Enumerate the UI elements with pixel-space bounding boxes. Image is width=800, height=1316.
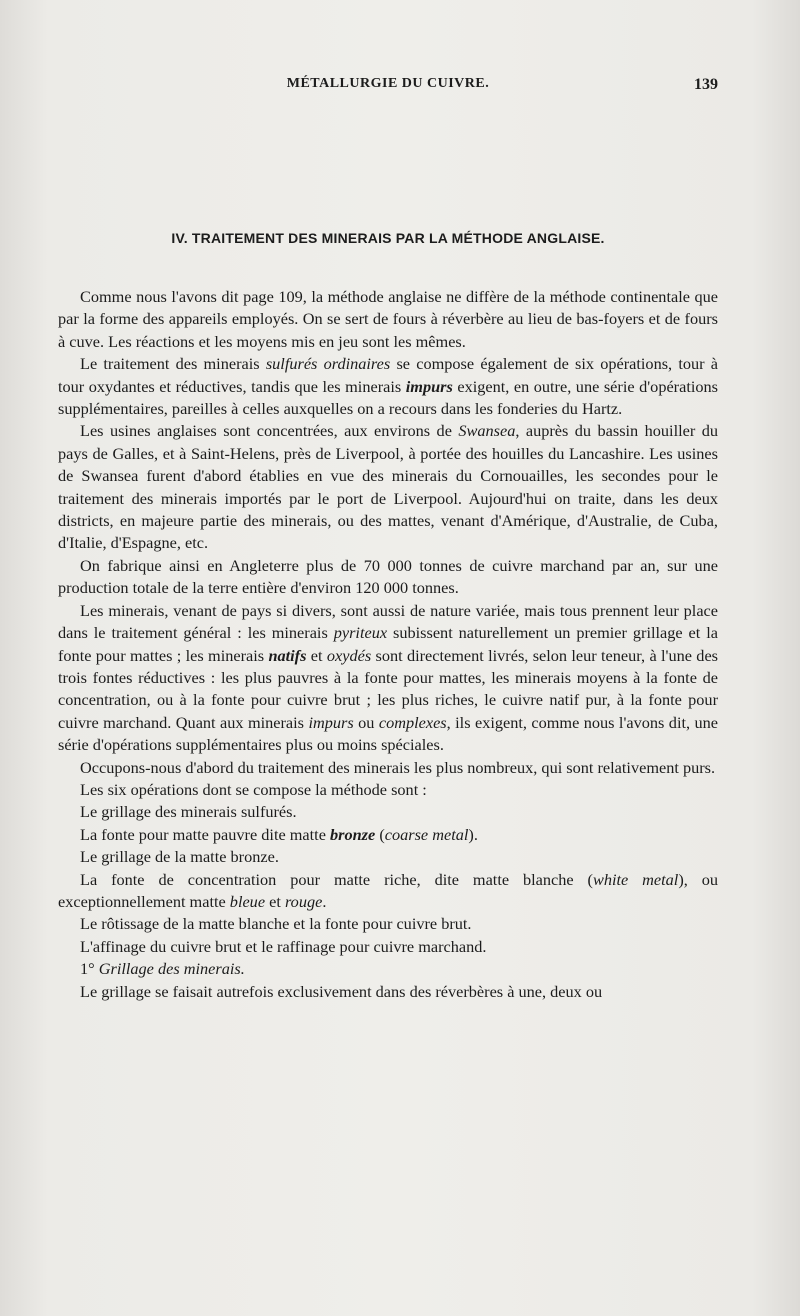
operations-list: [58, 779, 718, 958]
paragraph-roasting: Le grillage se faisait autrefois exclusivement dans des réverbères à une, deux ou: [80, 981, 603, 1001]
paragraph-production: On fabrique ainsi en Angleterre plus de 70 000 tonnes de cuivre marchand par an, sur une production totale de la terre entière d'environ 120 000 tonnes.: [58, 555, 718, 598]
running-title: MÉTALLURGIE DU CUIVRE.: [286, 76, 490, 91]
list-item: Le rôtissage de la matte blanche et la fonte pour cuivre brut.: [80, 914, 472, 934]
paragraph-pure-ores: Occupons-nous d'abord du traitement des minerais les plus nombreux, qui sont relativement purs.: [80, 757, 716, 777]
paragraph-ore-types: Les minerais, venant de pays si divers, sont aussi de nature variée, mais tous prennent leur place dans le traitement général : les minerais pyriteux subissent naturellement un premier grillage et la fonte pour mattes ; les minerais natifs et oxydés sont directement livrés, selon leur teneur, à l'une des trois fontes réductives : les plus pauvres à la fonte pour mattes, les minerais moyens à la fonte de concentration, ou à la fonte pour cuivre brut ; les plus riches, le cuivre natif pur, à la fonte pour cuivre marchand. Quant aux minerais impurs ou complexes, ils exigent, comme nous l'avons dit, une série d'opérations supplémentaires plus ou moins spéciales.: [58, 600, 719, 755]
list-item: Le grillage des minerais sulfurés.: [80, 802, 297, 822]
list-item: La fonte pour matte pauvre dite matte bronze (coarse metal).: [80, 824, 478, 844]
page-header: [58, 76, 718, 100]
paragraph-sulfide-treatment: Le traitement des minerais sulfurés ordinaires se compose également de six opérations, tour à tour oxydantes et réductives, tandis que les minerais impurs exigent, en outre, une série d'opérations supplémentaires, pareilles à celles auxquelles on a recours dans les fonderies du Hartz.: [58, 354, 719, 419]
list-intro: Les six opérations dont se compose la méthode sont :: [80, 779, 427, 799]
paragraph-intro: Comme nous l'avons dit page 109, la méthode anglaise ne diffère de la méthode continentale que par la forme des appareils employés. On se sert de fours à réverbère au lieu de bas-foyers et de fours à cuve. Les réactions et les moyens mis en jeu sont les mêmes.: [58, 287, 718, 351]
section-heading: IV. TRAITEMENT DES MINERAIS PAR LA MÉTHODE ANGLAISE.: [171, 230, 605, 246]
list-item: Le grillage de la matte bronze.: [80, 847, 279, 867]
page-number: 139: [694, 76, 718, 93]
list-item: L'affinage du cuivre brut et le raffinage pour cuivre marchand.: [80, 936, 487, 956]
subheading-number: 1°: [80, 959, 95, 979]
subheading-roasting: [58, 958, 718, 980]
subheading-title: Grillage des minerais.: [98, 959, 245, 979]
body-text: [58, 286, 718, 1003]
list-item: La fonte de concentration pour matte riche, dite matte blanche (white metal), ou exceptionnellement matte bleue et rouge.: [58, 869, 718, 911]
paragraph-english-works: Les usines anglaises sont concentrées, aux environs de Swansea, auprès du bassin houiller du pays de Galles, et à Saint-Helens, près de Liverpool, à portée des houilles du Lancashire. Les usines de Swansea furent d'abord établies en vue des minerais du Cornouailles, les secondes pour le traitement des minerais importés par le port de Liverpool. Aujourd'hui on traite, dans les deux districts, en majeure partie des minerais, ou des mattes, venant d'Amérique, d'Australie, de Cuba, d'Italie, d'Espagne, etc.: [58, 421, 718, 553]
